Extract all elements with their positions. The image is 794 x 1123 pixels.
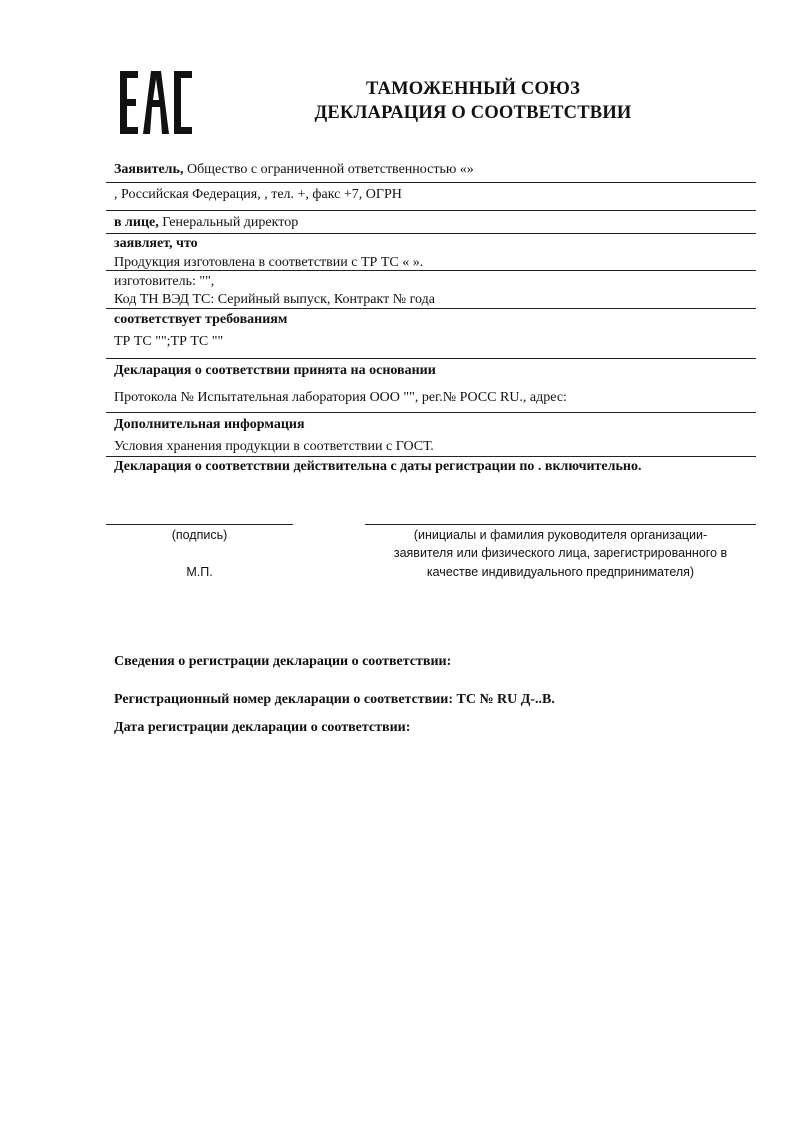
divider [106,358,756,359]
representative-label: в лице, [114,215,159,230]
divider [106,233,756,234]
divider [106,182,756,183]
applicant-label: Заявитель, [114,162,184,177]
divider [106,210,756,211]
registration-number: Регистрационный номер декларации о соответствии: ТС № RU Д-..В. [114,692,555,707]
declares-manufacturer: изготовитель: "", [114,274,215,289]
title-line-2: ДЕКЛАРАЦИЯ О СООТВЕТСТВИИ [314,103,632,123]
requirements-label: соответствует требованиям [114,312,288,327]
divider [106,270,756,271]
divider [106,308,756,309]
declares-product: Продукция изготовлена в соответствии с ТР ТС « ». [114,255,424,270]
applicant-address: , Российская Федерация, , тел. +, факс +7, ОГРН [114,187,402,202]
signature-caption: (подпись) [171,528,228,542]
stamp-caption: М.П. [186,565,213,579]
basis-value: Протокола № Испытательная лаборатория ООО "", рег.№ РОСС RU., адрес: [114,390,567,405]
requirements-value: ТР ТС "";ТР ТС "" [114,334,224,349]
applicant-value: Общество с ограниченной ответственностью «» [183,162,474,177]
divider [106,412,756,413]
registration-date: Дата регистрации декларации о соответствии: [114,720,411,735]
declares-code: Код ТН ВЭД ТС: Серийный выпуск, Контракт № года [114,292,435,307]
additional-value: Условия хранения продукции в соответствии с ГОСТ. [114,439,434,454]
declares-label: заявляет, что [114,236,198,251]
name-caption-3: качестве индивидуального предпринимателя) [426,565,695,579]
basis-label: Декларация о соответствии принята на основании [114,363,436,378]
divider [106,456,756,457]
title-line-1: ТАМОЖЕННЫЙ СОЮЗ [365,79,581,99]
applicant-row [114,162,474,178]
representative-value: Генеральный директор [158,215,299,230]
eac-logo [120,71,192,134]
eac-logo-icon [120,71,192,134]
name-caption-1: (инициалы и фамилия руководителя организации- [413,528,708,542]
registration-heading: Сведения о регистрации декларации о соответствии: [114,654,452,669]
additional-label: Дополнительная информация [114,417,305,432]
representative-row [114,215,298,231]
validity-statement: Декларация о соответствии действительна с даты регистрации по . включительно. [114,459,642,474]
name-caption-2: заявителя или физического лица, зарегистрированного в [393,546,728,560]
